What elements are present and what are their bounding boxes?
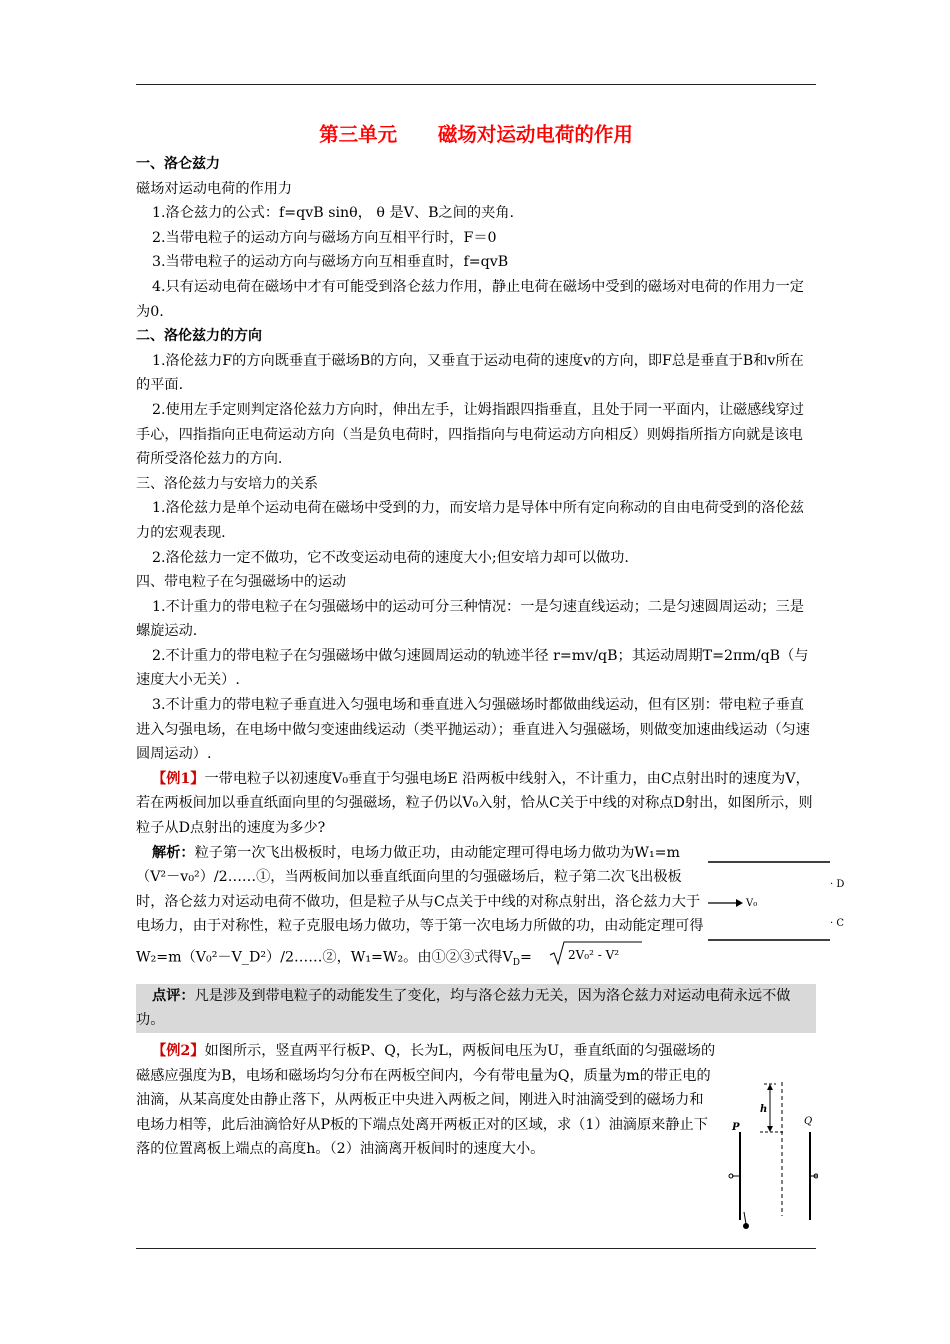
section-3-item-1: 1.洛伦兹力是单个运动电荷在磁场中受到的力，而安培力是导体中所有定向称动的自由电荷受到的洛伦兹力的宏观表现. [136, 500, 804, 541]
example-1-comment [136, 984, 816, 1033]
example-2-tag: 【例2】 [152, 1042, 205, 1059]
label-q: Q [804, 1116, 813, 1127]
drop-trail [744, 1212, 746, 1224]
sqrt-text: 2V₀² - V² [567, 948, 619, 962]
section-2-heading: 二、洛伦兹力的方向 [136, 328, 262, 345]
figure-vertical-plates [728, 1080, 818, 1232]
sqrt-expression [532, 939, 644, 976]
section-3-item-2: 2.洛伦兹力一定不做功，它不改变运动电荷的速度大小;但安培力却可以做功. [152, 549, 629, 566]
section-2-item-2: 2.使用左手定则判定洛伦兹力方向时，伸出左手，让姆指跟四指垂直，且处于同一平面内，让磁感线穿过手心，四指指向正电荷运动方向（当是负电荷时，四指指向与电荷运动方向相反）则姆指所指方向就是该电荷所受洛伦兹力的方向. [136, 401, 804, 468]
top-rule [136, 84, 816, 85]
arrowhead-icon [736, 899, 743, 907]
label-h: h [760, 1104, 768, 1115]
page-title: 第三单元 磁场对运动电荷的作用 [319, 123, 633, 146]
label-c: · C [830, 918, 845, 929]
up-arrow-icon [767, 1084, 773, 1090]
example-1-question [136, 767, 816, 841]
label-v0: V₀ [746, 898, 758, 909]
analysis-text: 粒子第一次飞出极板时，电场力做正功，由动能定理可得电场力做功为W₁=m（V²－v₀²）/2……①，当两板间加以垂直纸面向里的匀强磁场后，粒子第二次飞出极板时，洛仑兹力对运动电荷不做功，但是粒子从与C点关于中线的对称点射出，洛仑兹力大于电场力，由于对称性，粒子克服电场力做功，等于第一次电场力所做的功，由动能定理可得W₂=m（V₀²－V_D²）/2……②，W₁=W₂。由①②③式得V [136, 844, 704, 966]
label-d: · D [830, 879, 845, 890]
document-body [136, 120, 816, 1162]
section-1-item-1: 1.洛仑兹力的公式：f=qvB sinθ， θ 是V、B之间的夹角. [152, 205, 514, 222]
section-3-heading: 三、洛伦兹力与安培力的关系 [136, 475, 318, 492]
section-4-item-3: 3.不计重力的带电粒子垂直进入匀强电场和垂直进入匀强磁场时都做曲线运动，但有区别：带电粒子垂直进入匀强电场，在电场中做匀变速曲线运动（类平抛运动）；垂直进入匀强磁场，则做变加速曲线运动（匀速圆周运动）. [136, 697, 810, 763]
figure-plates-diagram [706, 858, 856, 948]
section-4-heading: 四、带电粒子在匀强磁场中的运动 [136, 574, 346, 591]
section-4-item-1: 1.不计重力的带电粒子在匀强磁场中的运动可分三种情况：一是匀速直线运动；二是匀速圆周运动；三是螺旋运动. [136, 598, 804, 640]
bottom-rule [136, 1248, 816, 1249]
analysis-tag: 解析： [152, 844, 195, 861]
section-1-intro: 磁场对运动电荷的作用力 [136, 180, 293, 197]
label-p: P [732, 1122, 740, 1133]
example-1-tag: 【例1】 [152, 770, 205, 787]
section-1-item-2: 2.当带电粒子的运动方向与磁场方向互相平行时，F＝0 [152, 229, 497, 246]
analysis-eq: = [519, 949, 532, 966]
example-2-text: 如图所示，竖直两平行板P、Q，长为L，两板间电压为U，垂直纸面的匀强磁场的磁感应强度为B，电场和磁场均匀分布在两板空间内，今有带电量为Q，质量为m的带正电的油滴，从某高度处由静止落下，从两板正中央进入两板之间，刚进入时油滴受到的磁场力和电场力相等，此后油滴恰好从P板的下端点处离开两板正对的区域，求（1）油滴原来静止下落的位置离板上端点的高度h。（2）油滴离开板间时的速度大小。 [136, 1042, 716, 1158]
analysis-sub: D [512, 958, 520, 969]
example-2-question [136, 1039, 816, 1162]
section-1-item-3: 3.当带电粒子的运动方向与磁场方向互相垂直时，f=qvB [152, 254, 509, 271]
oil-drop [743, 1223, 749, 1229]
section-1-heading: 一、洛仑兹力 [136, 156, 220, 172]
example-1-text: 一带电粒子以初速度V₀垂直于匀强电场E 沿两板中线射入，不计重力，由C点射出时的速度为V，若在两板间加以垂直纸面向里的匀强磁场，粒子仍以V₀入射，恰从C关于中线的对称点D射出，如图所示，则粒子从D点射出的速度为多少? [136, 770, 813, 837]
comment-text: 凡是涉及到带电粒子的动能发生了变化，均与洛仑兹力无关，因为洛仑兹力对运动电荷永远不做功。 [136, 987, 791, 1029]
section-4-item-2: 2.不计重力的带电粒子在匀强磁场中做匀速圆周运动的轨迹半径 r=mv/qB；其运动周期T=2πm/qB（与速度大小无关）. [136, 647, 809, 689]
comment-tag: 点评： [152, 987, 195, 1004]
down-arrow-icon [767, 1126, 773, 1132]
section-2-item-1: 1.洛伦兹力F的方向既垂直于磁场B的方向，又垂直于运动电荷的速度v的方向，即F总是垂直于B和v所在的平面. [136, 352, 804, 394]
section-1-item-4: 4.只有运动电荷在磁场中才有可能受到洛仑兹力作用，静止电荷在磁场中受到的磁场对电荷的作用力一定为0. [136, 278, 804, 320]
